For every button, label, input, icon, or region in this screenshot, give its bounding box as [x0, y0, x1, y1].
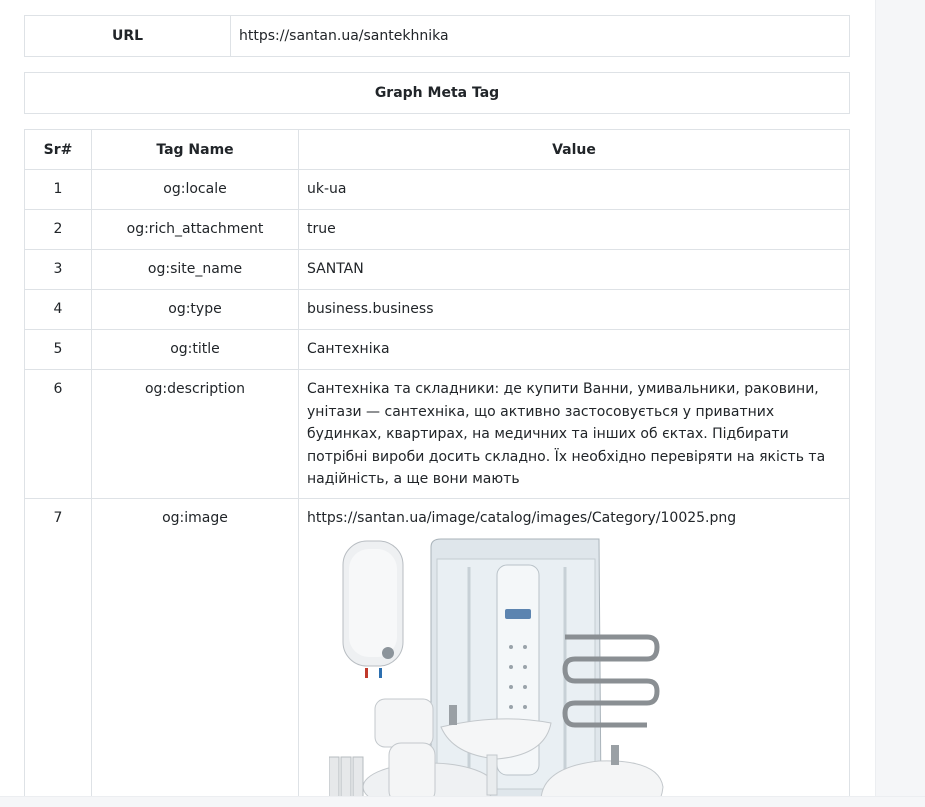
header-sr: Sr#: [25, 130, 92, 170]
water-heater-image: [343, 541, 403, 678]
row-sr: 6: [25, 370, 92, 499]
table-row: [25, 370, 850, 499]
row-value: true: [299, 210, 850, 250]
table-row: [25, 250, 850, 290]
row-value: Сантехніка та складники: де купити Ванни, умивальники, раковини, унітази — сантехніка, що активно застосовується у приватних будинках, квартирах, на медичних та інших об єктах. Підбирати потрібні вироби досить складно. Їх необхідно перевіряти на якість та надійність, а ще вони мають: [299, 370, 850, 499]
image-url: https://santan.ua/image/catalog/images/Category/10025.png: [307, 509, 737, 526]
header-value: Value: [299, 130, 850, 170]
table-row: [25, 498, 850, 807]
table-header-row: [25, 130, 850, 170]
row-sr: 1: [25, 170, 92, 210]
graph-meta-table-header: [24, 72, 850, 114]
row-tag-name: og:rich_attachment: [92, 210, 299, 250]
table-row: [25, 210, 850, 250]
header-tag-name: Tag Name: [92, 130, 299, 170]
shower-cabin-image: [431, 539, 601, 797]
row-value: uk-ua: [299, 170, 850, 210]
row-tag-name: og:type: [92, 290, 299, 330]
table-row: [25, 330, 850, 370]
row-sr: 5: [25, 330, 92, 370]
row-tag-name: og:locale: [92, 170, 299, 210]
url-table: [24, 15, 850, 57]
row-sr: 2: [25, 210, 92, 250]
graph-meta-title: Graph Meta Tag: [25, 73, 850, 114]
row-value-image: [299, 498, 850, 807]
url-label: URL: [25, 16, 231, 57]
meta-tags-table: [24, 129, 850, 807]
row-value: SANTAN: [299, 250, 850, 290]
horizontal-scrollbar[interactable]: [0, 796, 925, 807]
row-tag-name: og:image: [92, 498, 299, 807]
row-value: business.business: [299, 290, 850, 330]
right-gutter: [875, 0, 925, 807]
row-sr: 7: [25, 498, 92, 807]
row-value: Сантехніка: [299, 330, 850, 370]
table-row: [25, 170, 850, 210]
url-row: [25, 16, 850, 57]
row-tag-name: og:title: [92, 330, 299, 370]
table-row: [25, 290, 850, 330]
row-sr: 4: [25, 290, 92, 330]
row-sr: 3: [25, 250, 92, 290]
og-image-preview: [329, 537, 674, 807]
row-tag-name: og:site_name: [92, 250, 299, 290]
row-tag-name: og:description: [92, 370, 299, 499]
url-value: https://santan.ua/santekhnika: [231, 16, 850, 57]
